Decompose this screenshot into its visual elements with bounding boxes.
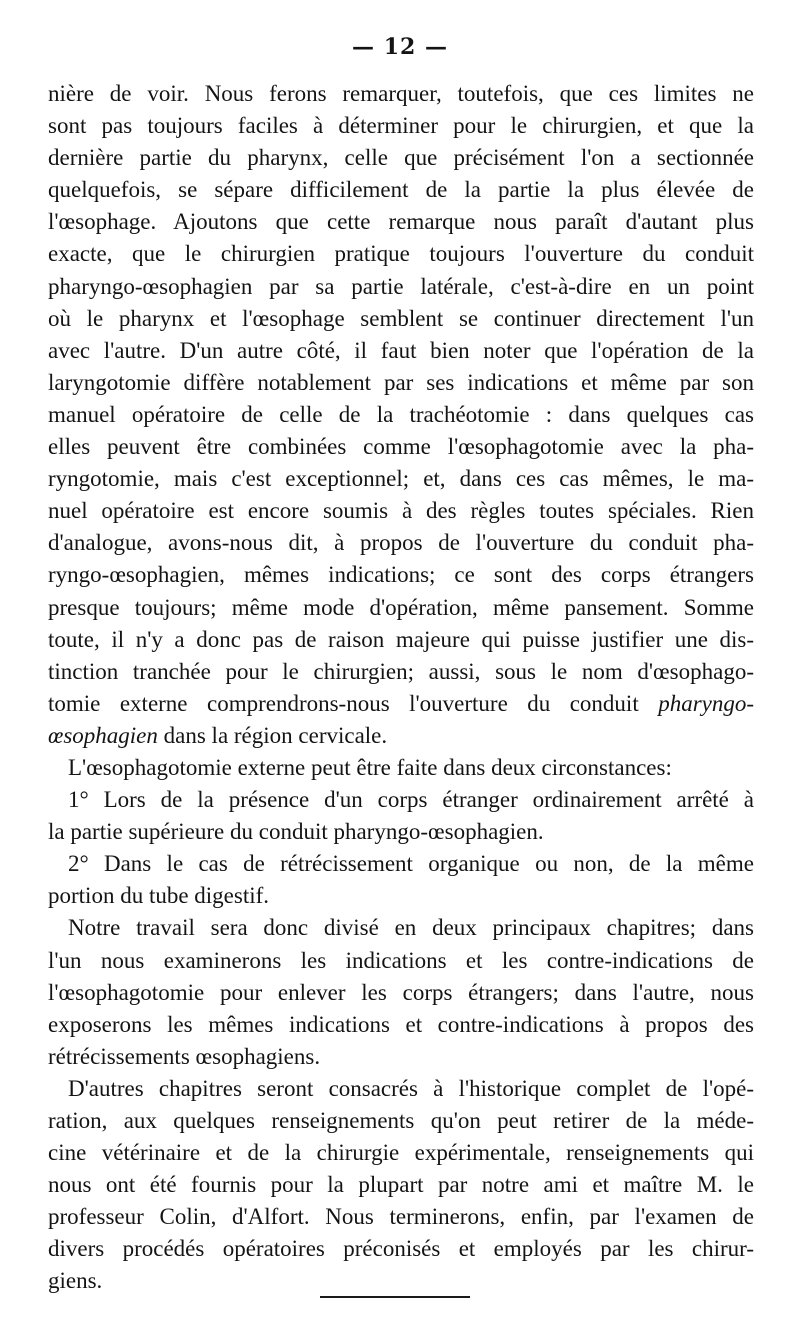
text-line: tinction tranchée pour le chirurgien; aussi, sous le nom d'œsophago- bbox=[48, 658, 754, 684]
text-segment: tomie externe comprendrons-nous l'ouverture du conduit bbox=[48, 690, 639, 716]
paragraph-1 bbox=[48, 78, 754, 752]
text-line: nous ont été fournis pour la plupart par notre ami et maître M. le bbox=[48, 1172, 754, 1198]
text-line: manuel opératoire de celle de la trachéotomie : dans quelques cas bbox=[48, 401, 754, 427]
text-line: 1° Lors de la présence d'un corps étranger ordinairement arrêté à bbox=[68, 787, 754, 813]
text-segment: dans la région cervicale. bbox=[163, 722, 388, 748]
text-line: professeur Colin, d'Alfort. Nous terminerons, enfin, par l'examen de bbox=[48, 1204, 754, 1230]
text-line: nuel opératoire est encore soumis à des règles toutes spéciales. Rien bbox=[48, 498, 754, 524]
text-line: l'œsophage. Ajoutons que cette remarque nous paraît d'autant plus bbox=[48, 209, 754, 235]
text-line: cine vétérinaire et de la chirurgie expérimentale, renseignements qui bbox=[48, 1140, 754, 1166]
text-line: portion du tube digestif. bbox=[48, 883, 270, 909]
text-line: où le pharynx et l'œsophage semblent se continuer directement l'un bbox=[48, 305, 754, 331]
text-line: elles peuvent être combinées comme l'œsophagotomie avec la pha- bbox=[48, 434, 754, 460]
italic-term: pharyngo- bbox=[658, 690, 755, 716]
text-line: sont pas toujours faciles à déterminer pour le chirurgien, et que la bbox=[48, 113, 754, 139]
paragraph-3 bbox=[48, 784, 754, 848]
text-line: ration, aux quelques renseignements qu'on peut retirer de la méde- bbox=[48, 1108, 754, 1133]
text-line: pharyngo-œsophagien par sa partie latérale, c'est-à-dire en un point bbox=[48, 273, 754, 299]
text-line: nière de voir. Nous ferons remarquer, toutefois, que ces limites ne bbox=[48, 81, 754, 106]
section-end-rule bbox=[320, 1296, 470, 1298]
paragraph-4 bbox=[48, 848, 754, 912]
paragraph-5 bbox=[48, 912, 754, 1072]
page-number: — 12 — bbox=[352, 34, 448, 60]
text-line: avec l'autre. D'un autre côté, il faut bien noter que l'opération de la bbox=[48, 337, 754, 363]
text-line bbox=[48, 720, 754, 752]
text-line: laryngotomie diffère notablement par ses indications et même par son bbox=[48, 369, 754, 395]
text-line: ryngotomie, mais c'est exceptionnel; et, dans ces cas mêmes, le ma- bbox=[48, 466, 754, 492]
text-line bbox=[48, 688, 754, 720]
text-line: d'analogue, avons-nous dit, à propos de l'ouverture du conduit pha- bbox=[48, 530, 754, 556]
italic-term: œsophagien bbox=[48, 722, 158, 748]
text-line: quelquefois, se sépare difficilement de la partie la plus élevée de bbox=[48, 177, 754, 203]
text-line: divers procédés opératoires préconisés et employés par les chirur- bbox=[48, 1236, 754, 1262]
text-line: giens. bbox=[48, 1268, 103, 1294]
text-line: rétrécissements œsophagiens. bbox=[48, 1043, 321, 1069]
text-line: exacte, que le chirurgien pratique toujours l'ouverture du conduit bbox=[48, 241, 754, 267]
text-body bbox=[48, 78, 754, 1298]
text-line: exposerons les mêmes indications et contre-indications à propos des bbox=[48, 1011, 754, 1037]
text-line: dernière partie du pharynx, celle que précisément l'on a sectionnée bbox=[48, 145, 754, 171]
paragraph-2: L'œsophagotomie externe peut être faite dans deux circonstances: bbox=[68, 754, 672, 780]
text-line: l'un nous examinerons les indications et les contre-indications de bbox=[48, 947, 754, 973]
text-line: la partie supérieure du conduit pharyngo-œsophagien. bbox=[48, 819, 544, 845]
text-line: l'œsophagotomie pour enlever les corps étrangers; dans l'autre, nous bbox=[48, 979, 754, 1005]
text-line: 2° Dans le cas de rétrécissement organique ou non, de la même bbox=[68, 851, 754, 877]
text-line: ryngo-œsophagien, mêmes indications; ce sont des corps étrangers bbox=[48, 562, 754, 588]
text-line: toute, il n'y a donc pas de raison majeure qui puisse justifier une dis- bbox=[48, 626, 754, 652]
paragraph-6 bbox=[48, 1073, 754, 1298]
text-line: D'autres chapitres seront consacrés à l'historique complet de l'opé- bbox=[68, 1075, 754, 1101]
text-line: presque toujours; même mode d'opération, même pansement. Somme bbox=[48, 594, 754, 620]
text-line: Notre travail sera donc divisé en deux principaux chapitres; dans bbox=[68, 915, 754, 941]
